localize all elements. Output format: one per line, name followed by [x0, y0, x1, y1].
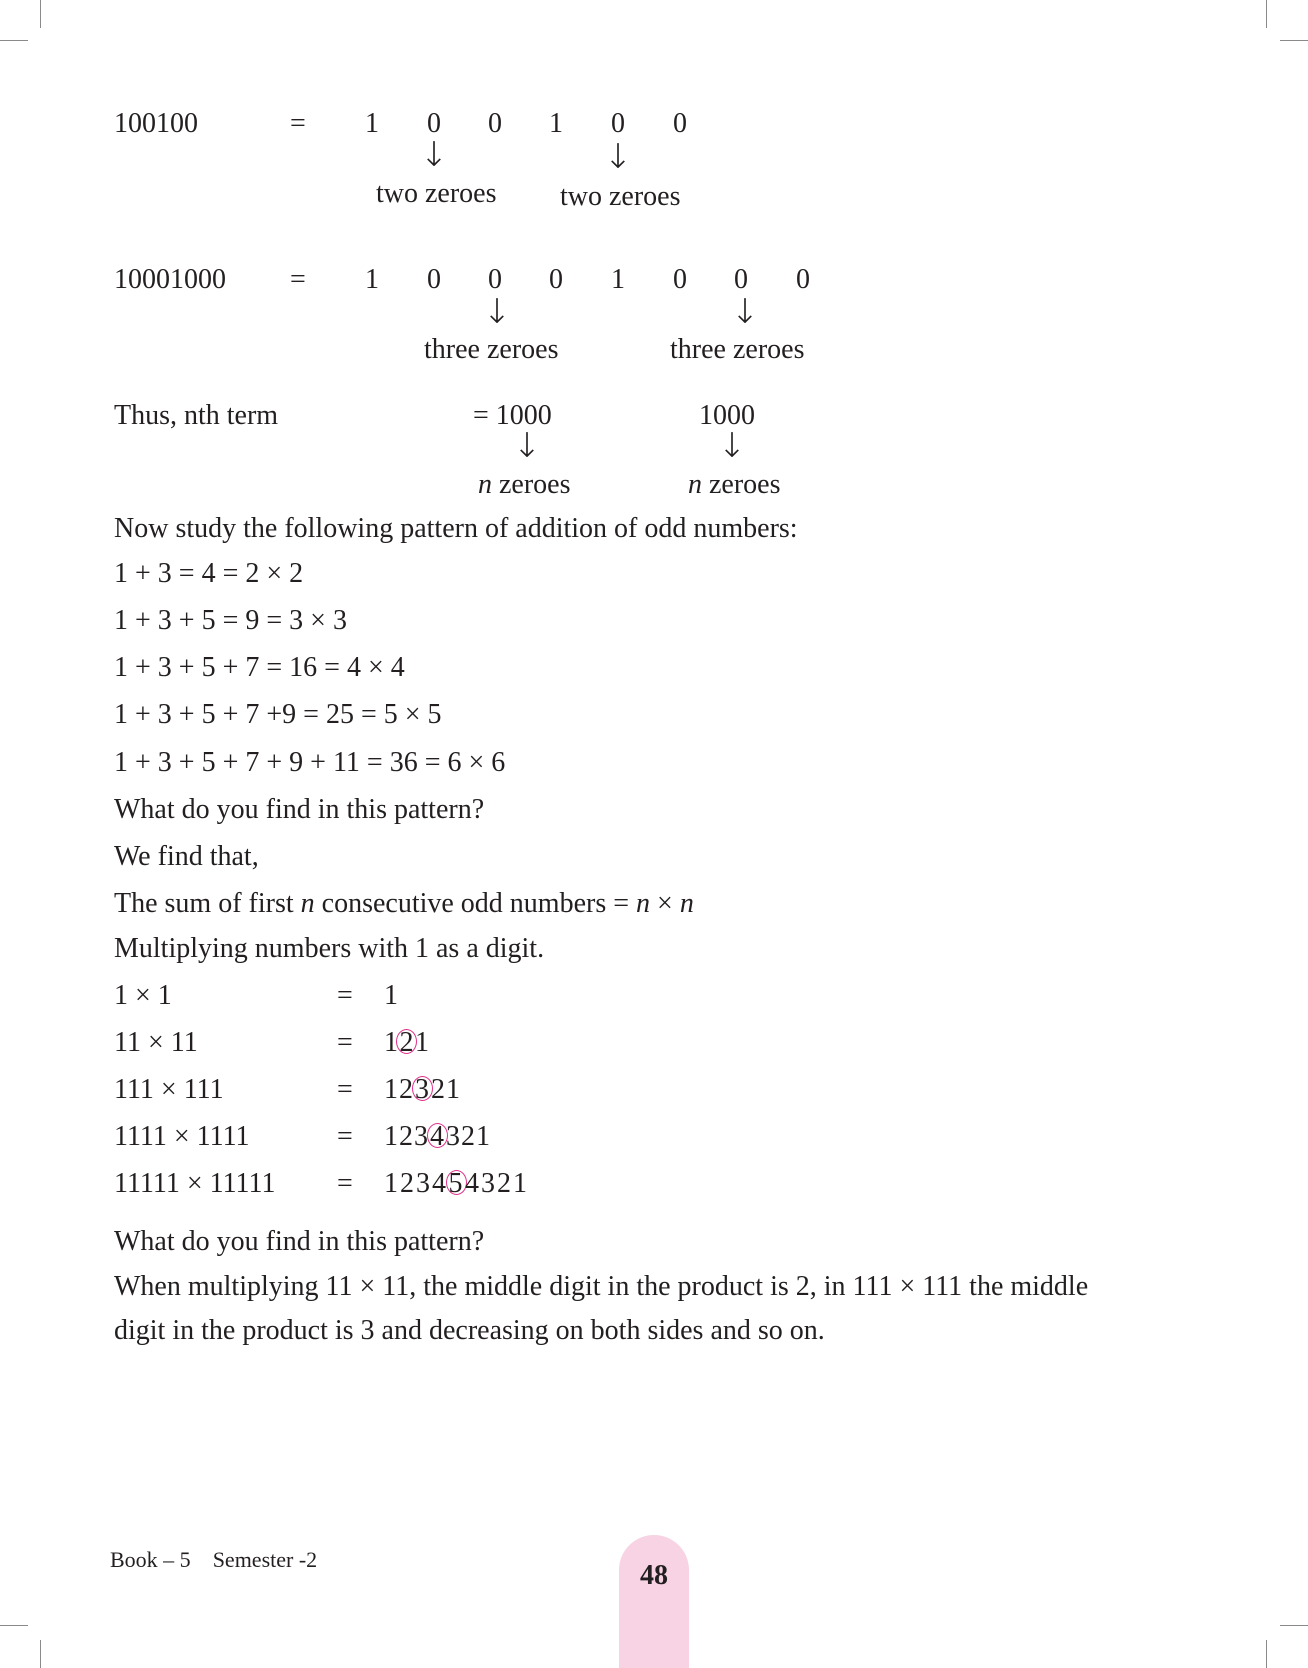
n-variable: n [478, 469, 492, 500]
row1-number: 100100 [114, 108, 198, 139]
crop-mark [40, 1640, 41, 1668]
intro-text: Now study the following pattern of addition of odd numbers: [114, 513, 798, 544]
odd-sum-row: 1 + 3 + 5 = 9 = 3 × 3 [114, 605, 347, 636]
middle-digit-circle: 4 [427, 1123, 448, 1148]
result-digits: 1 [384, 1027, 398, 1058]
mult-equals: = [337, 1027, 353, 1058]
row3-n-zeroes-b [688, 469, 781, 501]
down-arrow-icon: ↓ [419, 135, 449, 175]
crop-mark [0, 40, 28, 41]
row1-digit: 1 [549, 108, 563, 139]
result-digits: 1 [384, 980, 398, 1011]
n-variable: n [636, 888, 651, 919]
rule-middle: consecutive odd numbers = [314, 888, 637, 919]
odd-sum-row: 1 + 3 = 4 = 2 × 2 [114, 558, 304, 589]
mult-left: 1111 × 1111 [114, 1121, 250, 1152]
explanation-line-1: When multiplying 11 × 11, the middle digit in the product is 2, in 111 × 111 the middle [114, 1271, 1089, 1302]
result-digits: 1234 [384, 1168, 448, 1199]
row2-label-a: three zeroes [424, 334, 559, 365]
mult-result [384, 1027, 429, 1059]
n-variable: n [688, 469, 702, 500]
row1-label-b: two zeroes [560, 181, 681, 212]
mult-left: 11 × 11 [114, 1027, 198, 1058]
row3-value-b: 1000 [699, 400, 755, 431]
row2-digit: 0 [673, 264, 687, 295]
question-2: What do you find in this pattern? [114, 1226, 485, 1257]
row1-digit: 0 [488, 108, 502, 139]
n-variable: n [679, 888, 694, 919]
row2-digit: 0 [427, 264, 441, 295]
row2-number: 10001000 [114, 264, 226, 295]
crop-mark [1280, 1625, 1308, 1626]
row1-digit: 0 [673, 108, 687, 139]
row1-digit: 1 [365, 108, 379, 139]
middle-digit-circle: 3 [412, 1076, 433, 1101]
row2-digit: 0 [549, 264, 563, 295]
footer-book-info [110, 1547, 317, 1573]
zeroes-text: zeroes [499, 469, 571, 500]
find-text: We find that, [114, 841, 259, 872]
odd-sum-row: 1 + 3 + 5 + 7 = 16 = 4 × 4 [114, 652, 405, 683]
mult-result [384, 980, 398, 1012]
row1-equals: = [290, 108, 306, 139]
mult-equals: = [337, 1168, 353, 1199]
mult-left: 111 × 111 [114, 1074, 224, 1105]
crop-mark [1266, 1640, 1267, 1668]
rule-prefix: The sum of first [114, 888, 301, 919]
mult-equals: = [337, 1121, 353, 1152]
crop-mark [40, 0, 41, 28]
mult-result [384, 1121, 491, 1153]
row2-digit: 0 [734, 264, 748, 295]
row2-digit: 0 [488, 264, 502, 295]
result-digits: 321 [446, 1121, 491, 1152]
odd-sum-row: 1 + 3 + 5 + 7 + 9 + 11 = 36 = 6 × 6 [114, 747, 506, 778]
mult-left: 1 × 1 [114, 980, 172, 1011]
down-arrow-icon: ↓ [512, 426, 542, 466]
crop-mark [0, 1625, 28, 1626]
times-sign: × [650, 888, 680, 919]
crop-mark [1280, 40, 1308, 41]
result-digits: 21 [431, 1074, 461, 1105]
row1-digit: 0 [611, 108, 625, 139]
result-digits: 4321 [465, 1168, 529, 1199]
rule-text [114, 888, 694, 920]
row1-digit: 0 [427, 108, 441, 139]
explanation-line-2: digit in the product is 3 and decreasing on both sides and so on. [114, 1315, 825, 1346]
middle-digit-circle: 2 [396, 1029, 417, 1054]
row3-label: Thus, nth term [114, 400, 279, 431]
down-arrow-icon: ↓ [482, 292, 512, 332]
n-variable: n [300, 888, 315, 919]
mult-title: Multiplying numbers with 1 as a digit. [114, 933, 545, 964]
question-1: What do you find in this pattern? [114, 794, 485, 825]
footer-semester: Semester -2 [212, 1547, 318, 1572]
down-arrow-icon: ↓ [603, 137, 633, 177]
mult-equals: = [337, 980, 353, 1011]
zeroes-text: zeroes [709, 469, 781, 500]
down-arrow-icon: ↓ [717, 426, 747, 466]
page-number-tab [619, 1535, 689, 1668]
page-number: 48 [640, 1560, 668, 1591]
row1-label-a: two zeroes [376, 178, 497, 209]
mult-equals: = [337, 1074, 353, 1105]
row2-digit: 0 [796, 264, 810, 295]
row3-value-a: = 1000 [473, 400, 552, 431]
mult-left: 11111 × 11111 [114, 1168, 276, 1199]
row2-equals: = [290, 264, 306, 295]
result-digits: 123 [384, 1121, 429, 1152]
odd-sum-row: 1 + 3 + 5 + 7 +9 = 25 = 5 × 5 [114, 699, 442, 730]
row3-n-zeroes-a [478, 469, 571, 501]
crop-mark [1266, 0, 1267, 28]
row2-digit: 1 [611, 264, 625, 295]
mult-result [384, 1168, 529, 1200]
down-arrow-icon: ↓ [730, 292, 760, 332]
result-digits: 12 [384, 1074, 414, 1105]
row2-digit: 1 [365, 264, 379, 295]
middle-digit-circle: 5 [446, 1170, 467, 1195]
row2-label-b: three zeroes [670, 334, 805, 365]
footer-book: Book – 5 [110, 1547, 191, 1572]
mult-result [384, 1074, 461, 1106]
result-digits: 1 [415, 1027, 429, 1058]
